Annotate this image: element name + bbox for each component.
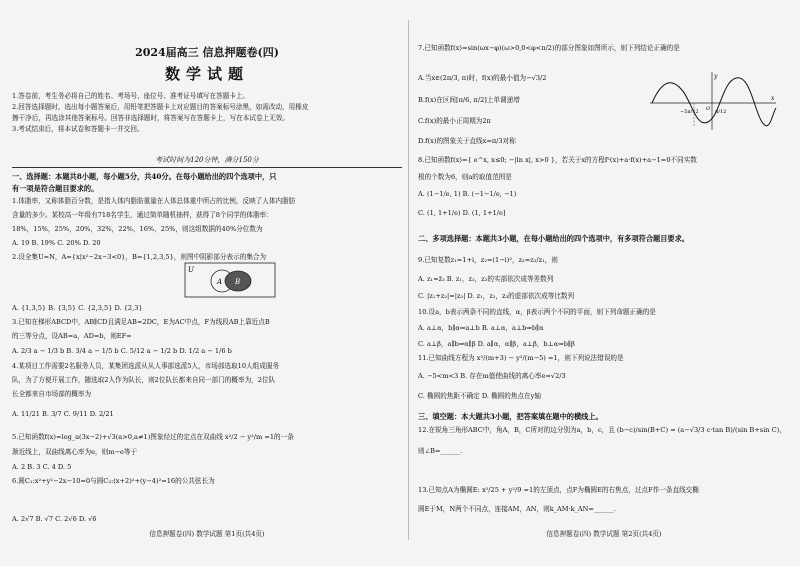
note-line: 3.考试结束后，将本试卷和答题卡一并交回。 <box>12 125 144 133</box>
left-question-line-6: 2.设全集U=N，A={x|x²−2x−3<0}，B={1,2,3,5}，则图中阴影部分表示的集合为 <box>12 253 267 261</box>
right-question-line-18: C. 椭圆的焦距不确定 D. 椭圆的焦点在y轴 <box>418 392 541 400</box>
footer-right: 信息押题卷(四) 数学试题 第2页(共4页) <box>546 530 662 538</box>
right-question-line-16: 11.已知曲线方程为 x²/(m+3) − y²/(m−5) =1，则下列说法错误的是 <box>418 354 624 362</box>
note-line: 擦干净后，再选涂其他答案标号。回答非选择题时，将答案写在答题卡上，写在本试卷上无效。 <box>12 114 289 122</box>
left-question-line-4: 18%，15%，25%，20%，32%，22%，16%，25%，则这组数据的40%分位数为 <box>12 225 263 233</box>
left-question-line-8: 3.已知在梯形ABCD中，AB∥CD且满足AB=2DC，E为AC中点，F为线段AB上靠近点B <box>12 318 270 326</box>
venn-label-b: B <box>235 278 241 286</box>
left-question-line-12: 队，为了方便开展工作，随选取2人作为队长，则2位队长都来自同一部门的概率为，2位队 <box>12 376 276 384</box>
right-question-line-10: 9.已知复数z₁=1+i，z₂=(1−i)²，z₃=z₂/z₁，则 <box>418 256 558 264</box>
time-info: 考试时间为120分钟，满分150分 <box>155 156 259 164</box>
divider-line <box>12 167 402 168</box>
right-question-line-21: 则∠B=______. <box>418 447 463 455</box>
footer-left: 信息押题卷(四) 数学试题 第1页(共4页) <box>149 530 265 538</box>
right-question-line-3: C.f(x)的最小正周期为2π <box>418 117 491 125</box>
left-question-line-1: 有一项是符合题目要求的。 <box>12 184 99 193</box>
left-question-line-15: 5.已知函数f(x)=log_a(3x−2)+√3(a>0,a≠1)图象经过的定点在双曲线 x²/2 − y²/m =1的一条 <box>12 433 294 441</box>
left-question-line-18: 6.圆C₁:x²+y²−2x−10=0与圆C₂:(x+2)²+(y−4)²=16的公共弦长为 <box>12 477 215 485</box>
right-question-line-6: 根的个数为6，则a的取值范围是 <box>418 173 512 181</box>
left-question-line-0: 一、选择题：本题共8小题，每小题5分，共40分。在每小题给出的四个选项中，只 <box>12 172 277 181</box>
tick-label-neg: −5π/12 <box>680 109 699 115</box>
venn-label-a: A <box>217 278 223 286</box>
note-line: 1.答卷前，考生务必将自己的姓名、考场号、座位号、准考证号填写在答题卡上。 <box>12 92 250 100</box>
left-question-line-9: 的三等分点，设AB=a，AD=b，则EF= <box>12 332 132 340</box>
right-question-line-1: A.当x∈(2π/3, π)时，f(x)的最小值为−√3/2 <box>418 74 547 82</box>
right-question-line-7: A. (1−1/e, 1) B. (−1−1/e, −1) <box>418 190 517 198</box>
left-question-line-3: 含量的多少。某校高一年级有718名学生，通过简单随机抽样，获得了8个同学的体脂率： <box>12 211 273 219</box>
right-question-line-4: D.f(x)的图象关于直线x=π/3对称 <box>418 137 516 145</box>
right-question-line-8: C. (1, 1+1/e) D. (1, 1+1/e] <box>418 209 506 217</box>
left-question-line-5: A. 19 B. 19% C. 20% D. 20 <box>12 239 101 247</box>
right-question-line-12: C. |z₁+z₂|=|z₃| D. z₁，z₂，z₃的虚部依次成等比数列 <box>418 292 575 300</box>
x-axis-label: x <box>771 95 775 102</box>
right-question-line-19: 三、填空题：本大题共3小题，把答案填在题中的横线上。 <box>418 412 603 421</box>
note-line: 2.回答选择题时，选出每小题答案后，用铅笔把答题卡上对应题目的答案标号涂黑，如需改动，用橡皮 <box>12 103 309 111</box>
right-question-line-20: 12.在锐角三角形ABC中，角A，B，C所对的边分别为a，b，c，且 (b−c)/sin(B+C) = (a−√3/3 c·tan B)/(sin B+sin C)， <box>418 426 786 434</box>
right-question-line-17: A. −5<m<3 B. 存在m值使曲线的离心率e=√2/3 <box>418 372 566 380</box>
tick-label-pos: π/12 <box>715 109 727 115</box>
venn-label-u: U <box>188 266 194 274</box>
venn-diagram <box>184 262 276 298</box>
subject-title: 数学试题 <box>164 65 249 83</box>
y-axis-label: y <box>714 73 718 80</box>
left-question-line-10: A. 2/3 a − 1/3 b B. 3/4 a − 1/5 b C. 5/12 a − 1/2 b D. 1/2 a − 1/6 b <box>12 347 232 355</box>
right-question-line-13: 10.设a，b表示两条不同的直线，α，β表示两个不同的平面，则下列命题正确的是 <box>418 308 656 316</box>
left-question-line-14: A. 11/21 B. 3/7 C. 9/11 D. 2/21 <box>12 410 114 418</box>
right-question-line-15: C. a⊥β，a∥b⇒α∥β D. a∥α，α∥β，a⊥β，b⊥α⇒b∥β <box>418 340 575 348</box>
column-divider <box>408 20 409 540</box>
right-question-line-22: 13.已知点A为椭圆E: x²/25 + y²/9 =1的左顶点，点F为椭圆E的右焦点，过点F作一条直线交椭 <box>418 486 699 494</box>
left-question-line-2: 1.体脂率，又称体脂百分数，是指人体内脂肪重量在人体总体重中所占的比例，反映了人体内脂肪 <box>12 197 296 205</box>
right-question-line-0: 7.已知函数f(x)=sin(ωx−φ)(ω>0,0<φ<π/2)的部分图象如图所示，则下列结论正确的是 <box>418 44 680 52</box>
left-question-line-11: 4.某项目工作需要2名服务人员，某集团选派从从人事部选派5人，市场部选取10人组成服务 <box>12 362 280 370</box>
left-question-line-13: 长全都来自市场部的概率为 <box>12 390 92 398</box>
right-question-line-2: B.f(x)在区间[π/6, π/2]上单调递增 <box>418 96 520 104</box>
page-left <box>12 0 402 566</box>
left-question-line-17: A. 2 B. 3 C. 4 D. 5 <box>12 463 72 471</box>
right-question-line-23: 圆E于M，N两个不同点，连接AM，AN，则k_AM·k_AN=______. <box>418 505 616 513</box>
right-question-line-9: 二、多项选择题：本题共3小题，在每小题给出的四个选项中，有多项符合题目要求。 <box>418 234 689 243</box>
left-question-line-16: 渐近线上，双曲线离心率为e，则m−e等于 <box>12 448 138 456</box>
exam-title: 2024届高三 信息押题卷(四) <box>135 46 279 59</box>
left-question-line-19: A. 2√7 B. √7 C. 2√6 D. √6 <box>12 515 97 523</box>
page-right <box>418 0 790 566</box>
origin-label: O <box>706 106 711 112</box>
sine-graph <box>650 70 778 132</box>
right-question-line-14: A. a⊥α，b∥α⇒a⊥b B. a⊥α，a⊥b⇒b∥α <box>418 324 544 332</box>
left-question-line-7: A. {1,3,5} B. {3,5} C. {2,3,5} D. {2,3} <box>12 304 143 312</box>
right-question-line-11: A. z₁=z̄₃ B. z₁，z₂，z₃的实部依次成等差数列 <box>418 275 554 283</box>
sine-curve <box>652 78 776 126</box>
right-question-line-5: 8.已知函数f(x)={ e^x, x≤0; −|ln x|, x>0 }，若关于x的方程f²(x)+a·f(x)+a−1=0不同实数 <box>418 156 697 164</box>
